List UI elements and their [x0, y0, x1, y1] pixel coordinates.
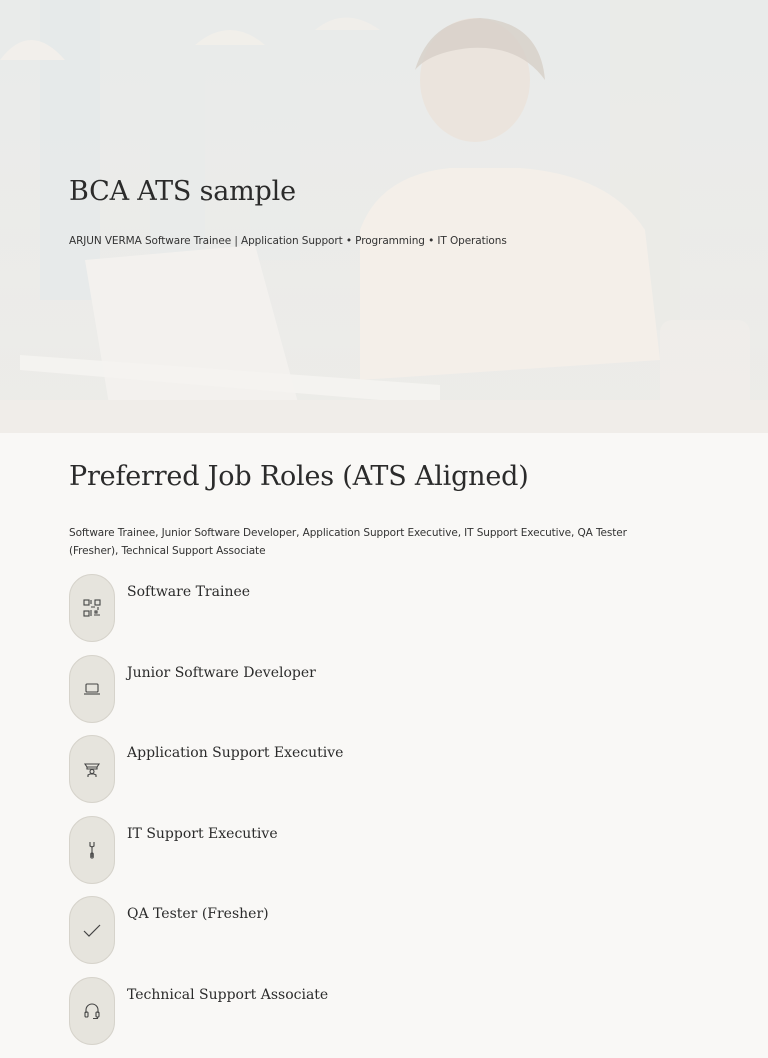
- role-label: Application Support Executive: [127, 745, 344, 762]
- wrench-icon: [69, 816, 115, 884]
- headset-icon: [69, 977, 115, 1045]
- check-icon: [69, 896, 115, 964]
- role-label: Technical Support Associate: [127, 986, 329, 1003]
- role-label: QA Tester (Fresher): [127, 906, 269, 923]
- role-label: Junior Software Developer: [127, 664, 316, 681]
- section-description: Software Trainee, Junior Software Developer, Application Support Executive, IT Support Executive, QA Tester (Fresher), Technical Support Associate: [69, 527, 627, 557]
- section-title: Preferred Job Roles (ATS Aligned): [69, 461, 529, 492]
- hero-subtitle: ARJUN VERMA Software Trainee | Application Support • Programming • IT Operations: [69, 235, 507, 247]
- hero-banner: [0, 0, 768, 433]
- page-title: BCA ATS sample: [69, 176, 296, 207]
- role-label: IT Support Executive: [127, 825, 278, 842]
- laptop-icon: [69, 655, 115, 723]
- qr-code-icon: [69, 574, 115, 642]
- job-roles-section: [0, 433, 768, 1024]
- support-agent-icon: [69, 735, 115, 803]
- role-label: Software Trainee: [127, 584, 251, 600]
- hero-photo: [0, 0, 768, 433]
